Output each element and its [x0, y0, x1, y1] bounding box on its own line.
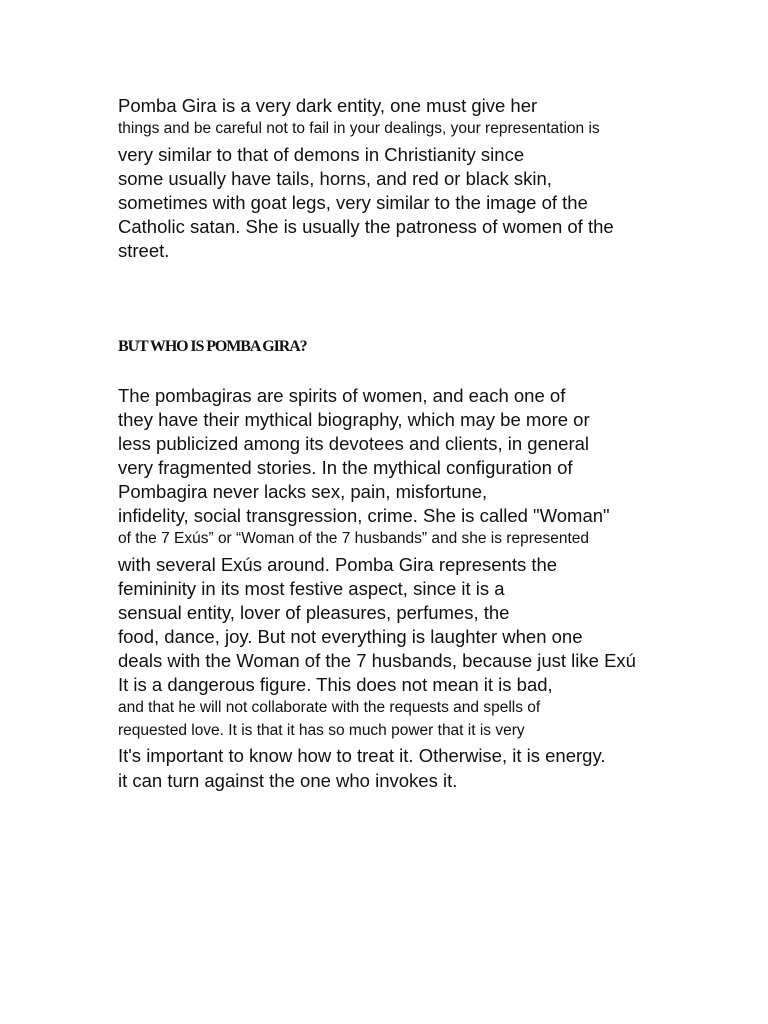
text-line: very fragmented stories. In the mythical configuration of — [118, 457, 573, 478]
text-line: It is a dangerous figure. This does not mean it is bad, — [118, 674, 553, 695]
text-line: It's important to know how to treat it. Otherwise, it is energy. — [118, 745, 606, 766]
text-line: infidelity, social transgression, crime. She is called "Woman" — [118, 505, 610, 526]
text-line: Pomba Gira is a very dark entity, one must give her — [118, 95, 538, 116]
text-line: sensual entity, lover of pleasures, perfumes, the — [118, 602, 510, 623]
text-line: requested love. It is that it has so much power that it is very — [118, 722, 525, 739]
text-line: street. — [118, 240, 170, 261]
text-line: of the 7 Exús” or “Woman of the 7 husbands” and she is represented — [118, 530, 590, 547]
section-heading: BUT WHO IS POMBA GIRA? — [118, 338, 307, 355]
text-line: femininity in its most festive aspect, since it is a — [118, 578, 505, 599]
text-line: some usually have tails, horns, and red or black skin, — [118, 168, 552, 189]
text-line: very similar to that of demons in Christianity since — [118, 144, 525, 165]
text-line: Pombagira never lacks sex, pain, misfortune, — [118, 481, 488, 502]
text-line: sometimes with goat legs, very similar to the image of the — [118, 192, 588, 213]
text-line: The pombagiras are spirits of women, and each one of — [118, 385, 566, 406]
text-line: it can turn against the one who invokes it. — [118, 770, 458, 791]
text-line: they have their mythical biography, which may be more or — [118, 409, 590, 430]
text-line: less publicized among its devotees and clients, in general — [118, 433, 590, 454]
text-line: deals with the Woman of the 7 husbands, because just like Exú — [118, 650, 636, 671]
text-line: and that he will not collaborate with the requests and spells of — [118, 699, 541, 716]
text-line: food, dance, joy. But not everything is laughter when one — [118, 626, 583, 647]
text-line: Catholic satan. She is usually the patroness of women of the — [118, 216, 614, 237]
text-line: things and be careful not to fail in your dealings, your representation is — [118, 120, 600, 137]
text-line: with several Exús around. Pomba Gira represents the — [118, 554, 558, 575]
